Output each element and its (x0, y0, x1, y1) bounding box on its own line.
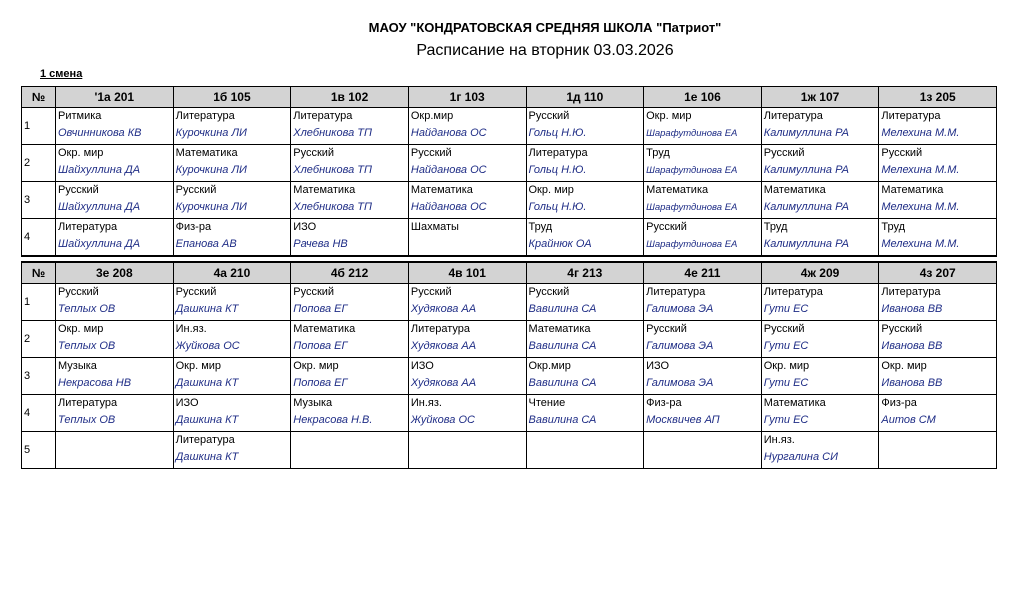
lesson-cell (173, 284, 291, 321)
teacher-name: Шайхуллина ДА (58, 164, 141, 176)
subject-name: ИЗО (410, 360, 434, 372)
lesson-cell (173, 395, 291, 432)
lesson-cell (173, 145, 291, 182)
lesson-cell (761, 321, 879, 358)
teacher-name: Епанова АВ (175, 238, 237, 250)
subject-name: Литература (881, 286, 941, 298)
lesson-cell (56, 145, 174, 182)
subject-name: Литература (881, 110, 941, 122)
lesson-cell (291, 182, 409, 219)
lesson-number: 4 (22, 395, 56, 432)
lesson-cell (291, 108, 409, 145)
shift-label: 1 смена (40, 68, 83, 80)
lesson-cell (761, 284, 879, 321)
teacher-name: Калимуллина РА (763, 164, 849, 176)
subject-name: Математика (410, 184, 473, 196)
lesson-cell (879, 145, 997, 182)
schedule-table-2 (21, 261, 997, 469)
lesson-cell (408, 395, 526, 432)
teacher-name: Овчинникова КВ (58, 127, 142, 139)
teacher-name: Вавилина СА (528, 377, 597, 389)
class-header: 1ж 107 (761, 87, 879, 108)
lesson-cell (56, 219, 174, 257)
lesson-number: 3 (22, 182, 56, 219)
subject-name: Труд (528, 221, 553, 233)
lesson-number: 5 (22, 432, 56, 469)
subject-name: Математика (293, 184, 356, 196)
teacher-name: Гути ЕС (763, 377, 809, 389)
lesson-cell (761, 108, 879, 145)
teacher-name: Теплых ОВ (58, 303, 116, 315)
lesson-cell (644, 358, 762, 395)
lesson-cell (56, 321, 174, 358)
lesson-cell (291, 321, 409, 358)
teacher-name: Иванова ВВ (881, 340, 943, 352)
teacher-name: Галимова ЭА (646, 340, 714, 352)
subject-name: Русский (58, 184, 99, 196)
table-row (22, 395, 997, 432)
lesson-number: 3 (22, 358, 56, 395)
teacher-name: Крайнюк ОА (528, 238, 592, 250)
teacher-name: Дашкина КТ (175, 303, 239, 315)
lesson-cell (291, 395, 409, 432)
teacher-name (58, 449, 173, 466)
teacher-name: Найданова ОС (410, 127, 487, 139)
subject-name: Литература (58, 221, 118, 233)
teacher-name: Худякова АА (410, 303, 477, 315)
class-header: 1е 106 (644, 87, 762, 108)
teacher-name: Дашкина КТ (175, 377, 239, 389)
subject-name: Труд (763, 221, 788, 233)
subject-name: Ин.яз. (410, 397, 442, 409)
teacher-name: Шайхуллина ДА (58, 201, 141, 213)
subject-name (646, 432, 761, 449)
subject-name: Русский (175, 184, 217, 196)
class-header: 4ж 209 (761, 262, 879, 284)
teacher-name (411, 236, 526, 253)
teacher-name: Гольц Н.Ю. (528, 164, 587, 176)
subject-name: Физ-ра (175, 221, 212, 233)
teacher-name: Рачева НВ (293, 238, 348, 250)
teacher-name (529, 449, 644, 466)
schedule-table-1 (21, 86, 997, 257)
teacher-name: Некрасова Н.В. (293, 414, 373, 426)
subject-name: Окр. мир (881, 360, 927, 372)
subject-name: Окр. мир (646, 110, 692, 122)
teacher-name: Гути ЕС (763, 303, 809, 315)
subject-name: Литература (763, 110, 823, 122)
subject-name: Окр.мир (528, 360, 571, 372)
lesson-cell (408, 219, 526, 257)
lesson-cell (526, 358, 644, 395)
lesson-cell (761, 145, 879, 182)
lesson-number: 2 (22, 145, 56, 182)
subject-name: Труд (881, 221, 906, 233)
class-header: 3е 208 (56, 262, 174, 284)
subject-name: ИЗО (293, 221, 317, 233)
lesson-number-header: № (22, 262, 56, 284)
teacher-name: Худякова АА (410, 377, 477, 389)
subject-name (881, 432, 996, 449)
lesson-cell (761, 395, 879, 432)
teacher-name: Дашкина КТ (175, 414, 239, 426)
teacher-name: Мелехина М.М. (881, 164, 960, 176)
lesson-cell (761, 358, 879, 395)
subject-name: Музыка (293, 397, 333, 409)
teacher-name: Шарафутдинова ЕА (646, 239, 738, 250)
table-row (22, 219, 997, 257)
subject-name: Русский (646, 221, 687, 233)
teacher-name: Аитов СМ (881, 414, 936, 426)
subject-name: Математика (646, 184, 709, 196)
teacher-name: Некрасова НВ (58, 377, 132, 389)
teacher-name: Попова ЕГ (293, 377, 348, 389)
lesson-cell (644, 432, 762, 469)
lesson-cell (644, 219, 762, 257)
lesson-cell (644, 321, 762, 358)
subject-name (411, 432, 526, 449)
lesson-cell (56, 182, 174, 219)
lesson-cell (408, 145, 526, 182)
lesson-cell (879, 284, 997, 321)
class-header: 4е 211 (644, 262, 762, 284)
subject-name: Русский (410, 286, 452, 298)
lesson-cell (644, 145, 762, 182)
teacher-name: Гольц Н.Ю. (528, 201, 587, 213)
subject-name: Математика (763, 184, 826, 196)
lesson-cell (879, 432, 997, 469)
teacher-name: Мелехина М.М. (881, 201, 960, 213)
table-header-row (22, 262, 997, 284)
lesson-cell (408, 321, 526, 358)
lesson-number: 1 (22, 284, 56, 321)
lesson-cell (408, 182, 526, 219)
teacher-name: Хлебникова ТП (293, 164, 372, 176)
lesson-cell (291, 358, 409, 395)
teacher-name: Хлебникова ТП (293, 201, 372, 213)
subject-name: Ин.яз. (175, 323, 207, 335)
teacher-name: Дашкина КТ (175, 451, 239, 463)
table-row (22, 358, 997, 395)
subject-name (293, 432, 408, 449)
teacher-name: Курочкина ЛИ (175, 127, 247, 139)
teacher-name: Шайхуллина ДА (58, 238, 141, 250)
subject-name: Русский (881, 147, 923, 159)
lesson-cell (291, 284, 409, 321)
lesson-cell (879, 395, 997, 432)
subject-name: Русский (646, 323, 687, 335)
subject-name: Окр. мир (293, 360, 339, 372)
lesson-cell (526, 108, 644, 145)
teacher-name: Калимуллина РА (763, 127, 849, 139)
subject-name (58, 432, 173, 449)
lesson-cell (526, 219, 644, 257)
subject-name: Русский (763, 323, 805, 335)
subject-name: Окр. мир (763, 360, 810, 372)
lesson-number: 1 (22, 108, 56, 145)
table-row (22, 321, 997, 358)
table-row (22, 108, 997, 145)
subject-name: Литература (646, 286, 706, 298)
teacher-name: Иванова ВВ (881, 303, 943, 315)
lesson-cell (526, 395, 644, 432)
lesson-cell (644, 395, 762, 432)
lesson-cell (644, 108, 762, 145)
teacher-name: Курочкина ЛИ (175, 164, 247, 176)
table-row (22, 284, 997, 321)
teacher-name: Калимуллина РА (763, 238, 849, 250)
table-header-row (22, 87, 997, 108)
teacher-name (881, 449, 996, 466)
subject-name: ИЗО (646, 360, 670, 372)
class-header: 4б 212 (291, 262, 409, 284)
subject-name: Окр. мир (58, 323, 104, 335)
lesson-cell (526, 145, 644, 182)
teacher-name: Москвичев АП (646, 414, 720, 426)
lesson-cell (56, 284, 174, 321)
teacher-name (646, 449, 761, 466)
lesson-cell (56, 108, 174, 145)
lesson-cell (291, 145, 409, 182)
class-header: 1г 103 (408, 87, 526, 108)
lesson-cell (408, 284, 526, 321)
subject-name: Русский (293, 147, 335, 159)
lesson-cell (408, 432, 526, 469)
subject-name: Математика (175, 147, 238, 159)
teacher-name: Хлебникова ТП (293, 127, 372, 139)
table-row (22, 145, 997, 182)
lesson-cell (56, 432, 174, 469)
lesson-cell (879, 219, 997, 257)
teacher-name: Мелехина М.М. (881, 238, 960, 250)
class-header: 1д 110 (526, 87, 644, 108)
teacher-name: Курочкина ЛИ (175, 201, 247, 213)
lesson-cell (879, 358, 997, 395)
lesson-cell (526, 182, 644, 219)
teacher-name: Гольц Н.Ю. (528, 127, 587, 139)
lesson-cell (173, 358, 291, 395)
class-header: 4г 213 (526, 262, 644, 284)
teacher-name: Вавилина СА (528, 414, 597, 426)
teacher-name (411, 449, 526, 466)
subject-name: Русский (58, 286, 99, 298)
subject-name: Литература (175, 434, 235, 446)
subject-name: Музыка (58, 360, 97, 372)
subject-name: Литература (293, 110, 353, 122)
lesson-cell (879, 182, 997, 219)
table-row (22, 182, 997, 219)
subject-name: Литература (763, 286, 823, 298)
teacher-name: Жуйкова ОС (175, 340, 240, 352)
lesson-cell (761, 219, 879, 257)
class-header: 1в 102 (291, 87, 409, 108)
lesson-cell (173, 432, 291, 469)
subject-name: Окр. мир (175, 360, 222, 372)
teacher-name: Найданова ОС (410, 201, 487, 213)
teacher-name (293, 449, 408, 466)
lesson-cell (761, 432, 879, 469)
lesson-number-header: № (22, 87, 56, 108)
class-header: 4з 207 (879, 262, 997, 284)
teacher-name: Нургалина СИ (763, 451, 838, 463)
teacher-name: Шарафутдинова ЕА (646, 202, 738, 213)
subject-name: Русский (528, 286, 570, 298)
lesson-cell (879, 321, 997, 358)
teacher-name: Худякова АА (410, 340, 477, 352)
subject-name: Литература (58, 397, 118, 409)
lesson-cell (526, 321, 644, 358)
subject-name: Русский (763, 147, 805, 159)
table-row (22, 432, 997, 469)
teacher-name: Шарафутдинова ЕА (646, 165, 738, 176)
lesson-cell (644, 182, 762, 219)
lesson-cell (526, 284, 644, 321)
table-body (22, 284, 997, 469)
subject-name: Чтение (528, 397, 566, 409)
lesson-cell (173, 321, 291, 358)
subject-name: Окр. мир (528, 184, 574, 196)
teacher-name: Гути ЕС (763, 414, 809, 426)
subject-name: Ритмика (58, 110, 102, 122)
subject-name: Русский (175, 286, 217, 298)
teacher-name: Попова ЕГ (293, 340, 348, 352)
subject-name: Математика (763, 397, 826, 409)
school-title: МАОУ "КОНДРАТОВСКАЯ СРЕДНЯЯ ШКОЛА "Патриот" (368, 20, 722, 35)
teacher-name: Найданова ОС (410, 164, 487, 176)
subject-name: Математика (881, 184, 944, 196)
lesson-cell (173, 182, 291, 219)
teacher-name: Галимова ЭА (646, 303, 714, 315)
subject-name (529, 432, 644, 449)
lesson-cell (408, 108, 526, 145)
teacher-name: Теплых ОВ (58, 414, 116, 426)
teacher-name: Гути ЕС (763, 340, 809, 352)
lesson-cell (408, 358, 526, 395)
lesson-cell (291, 219, 409, 257)
teacher-name: Жуйкова ОС (410, 414, 475, 426)
class-header: 4а 210 (173, 262, 291, 284)
teacher-name: Попова ЕГ (293, 303, 348, 315)
subject-name: Физ-ра (646, 397, 682, 409)
subject-name: Литература (528, 147, 588, 159)
lesson-cell (56, 358, 174, 395)
subject-name: Математика (528, 323, 591, 335)
teacher-name: Калимуллина РА (763, 201, 849, 213)
lesson-cell (526, 432, 644, 469)
lesson-cell (56, 395, 174, 432)
subject-name: Физ-ра (881, 397, 917, 409)
subject-name: Русский (528, 110, 570, 122)
subject-name: Математика (293, 323, 356, 335)
subject-name: ИЗО (175, 397, 199, 409)
subject-name: Русский (293, 286, 335, 298)
class-header: 1б 105 (173, 87, 291, 108)
subject-name: Русский (410, 147, 452, 159)
lesson-cell (291, 432, 409, 469)
lesson-cell (879, 108, 997, 145)
class-header: 4в 101 (408, 262, 526, 284)
lesson-cell (173, 219, 291, 257)
subject-name: Ин.яз. (763, 434, 795, 446)
subject-name: Труд (646, 147, 670, 159)
subject-name: Окр. мир (58, 147, 104, 159)
subject-name: Литература (410, 323, 471, 335)
lesson-number: 4 (22, 219, 56, 257)
teacher-name: Иванова ВВ (881, 377, 943, 389)
class-header: 1з 205 (879, 87, 997, 108)
class-header: '1а 201 (56, 87, 174, 108)
subject-name: Литература (175, 110, 235, 122)
lesson-cell (761, 182, 879, 219)
teacher-name: Вавилина СА (528, 340, 597, 352)
teacher-name: Вавилина СА (528, 303, 597, 315)
teacher-name: Теплых ОВ (58, 340, 116, 352)
subject-name: Окр.мир (410, 110, 454, 122)
subject-name: Русский (881, 323, 923, 335)
lesson-number: 2 (22, 321, 56, 358)
schedule-subtitle: Расписание на вторник 03.03.2026 (416, 42, 674, 59)
teacher-name: Мелехина М.М. (881, 127, 960, 139)
lesson-cell (644, 284, 762, 321)
teacher-name: Галимова ЭА (646, 377, 714, 389)
table-body (22, 108, 997, 257)
teacher-name: Шарафутдинова ЕА (646, 128, 738, 139)
subject-name: Шахматы (410, 221, 459, 233)
lesson-cell (173, 108, 291, 145)
